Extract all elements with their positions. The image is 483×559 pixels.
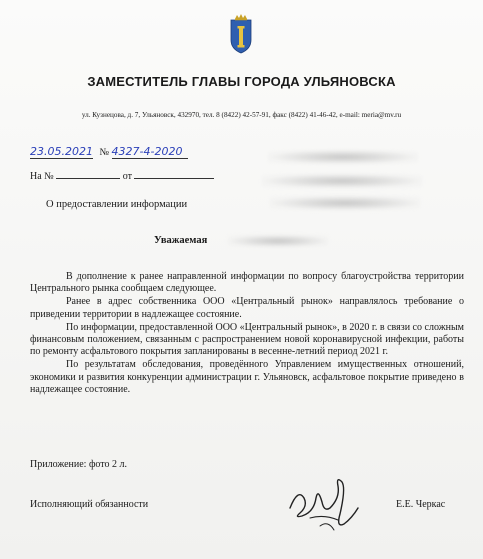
letter-subject: О предоставлении информации [46, 199, 188, 210]
redacted-addressee [228, 235, 328, 247]
number-label: № [99, 147, 110, 158]
organization-title: ЗАМЕСТИТЕЛЬ ГЛАВЫ ГОРОДА УЛЬЯНОВСКА [87, 74, 396, 89]
handwritten-signature-icon [280, 468, 370, 538]
ref-number-label: На № [30, 171, 54, 182]
ref-from-label: от [122, 171, 132, 182]
letter-body [30, 271, 464, 397]
signer-position: Исполняющий обязанности [30, 499, 149, 510]
signer-name: Е.Е. Черкас [396, 499, 446, 510]
registration-line [30, 146, 188, 159]
ref-date-blank [134, 168, 214, 179]
body-paragraph: По результатам обследования, проведённого Управлением имущественных отношений, экономики и развития конкуренции администрации г. Ульяновск, асфальтовое покрытие приведено в надлежащее состояние. [30, 359, 464, 395]
body-paragraph: В дополнение к ранее направленной информации по вопросу благоустройства территории Центрального рынка сообщаем следующее. [30, 271, 464, 295]
attachment-note: Приложение: фото 2 л. [30, 459, 128, 470]
organization-address: ул. Кузнецова, д. 7, Ульяновск, 432970, тел. 8 (8422) 42-57-91, факс (8422) 41-46-42, e-mail: meria@mv.ru [81, 111, 402, 119]
body-paragraph: Ранее в адрес собственника ООО «Центральный рынок» направлялось требование о приведении территории в надлежащее состояние. [30, 296, 464, 320]
outgoing-date: 23.05.2021 [30, 145, 93, 158]
redacted-recipient-2 [262, 174, 422, 188]
salutation: Уважаемая [154, 235, 208, 246]
redacted-recipient-3 [270, 196, 420, 210]
reference-line [30, 168, 214, 182]
body-paragraph: По информации, предоставленной ООО «Центральный рынок», в 2020 г. в связи со сложным финансовым положением, связанным с распространением новой коронавирусной инфекции, работы по ремонту асфальтового покрытия запланированы в весенне-летний период 2021 г. [30, 321, 464, 358]
ref-number-blank [56, 168, 120, 179]
coat-of-arms-icon [228, 14, 254, 54]
outgoing-number: 4327-4-2020 [112, 146, 189, 159]
redacted-recipient-1 [268, 150, 418, 164]
